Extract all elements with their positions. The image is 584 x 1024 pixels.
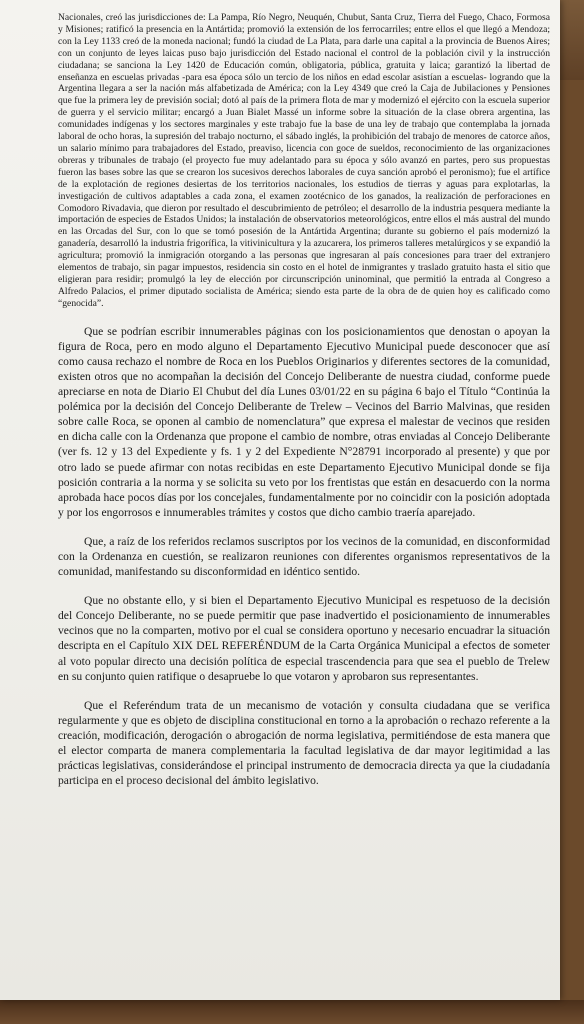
paragraph-neighbor-claims: Que, a raíz de los referidos reclamos suscriptos por los vecinos de la comunidad, en disconformidad con la Ordenanza en cuestión, se realizaron reuniones con diferentes organismos representativos de la comunidad, manifestando su disconformidad en idéntico sentido. — [58, 534, 550, 579]
paragraph-referendum-definition: Que el Referéndum trata de un mecanismo de votación y consulta ciudadana que se verifica regularmente y que es objeto de disciplina constitucional en torno a la aprobación o rechazo referente a la creación, modificación, derogación o abrogación de norma legislativa, permitiéndose de esta manera que el elector comparta de manera complementaria la facultad legislativa de dar mayor legitimidad a las prácticas legislativas, considerándose el principal instrumento de democracia directa ya que la ciudadanía participa en el proceso decisional del ámbito legislativo. — [58, 698, 550, 788]
paragraph-roca-achievements: Nacionales, creó las jurisdicciones de: La Pampa, Río Negro, Neuquén, Chubut, Santa Cruz, Tierra del Fuego, Chaco, Formosa y Misiones; ratificó la presencia en la Antártida; promovió la extensión de los ferrocarriles; entre ellos el que llegó a Mendoza; con la Ley 1133 creó de la moneda nacional; fundó la ciudad de La Plata, para darle una capital a la provincia de Buenos Aires; con un conjunto de leyes laicas puso bajo jurisdicción del Estado nacional el control de la población civil y la instrucción ciudadana; se sanciona la Ley 1420 de Educación común, obligatoria, pública, gratuita y laica; garantizó la libertad de enseñanza en escuelas privadas -para esa época sólo un tercio de los niños en edad escolar asistían a escuelas- logrando que la Argentina llegara a ser la nación más alfabetizada de América; con la Ley 4349 que creó la Caja de Jubilaciones y Pensiones que fue la primera ley de previsión social; dotó al país de la primera flota de mar y modernizó el ejército con la escuela superior de guerra y el servicio militar; encargó a Juan Bialet Massé un informe sobre la situación de la clase obrera argentina, las comunidades indígenas y los sectores marginales y este trabajo fue la base de una ley de trabajo que contemplaba la jornada laboral de ocho horas, la supresión del trabajo nocturno, el sábado inglés, la prohibición del trabajo de menores de catorce años, un salario mínimo para trabajadores del Estado, preaviso, licencia con goce de sueldos, reconocimiento de las organizaciones obreras y tribunales de trabajo (el proyecto fue muy adelantado para su época y sólo avanzó en partes, pero sus propuestas fueron las bases sobre las que se crearon los sucesivos derechos laborales de cuya sanción aprobó el peronismo); fue el artífice de la explotación de regiones desiertas de los territorios nacionales, los estudios de tierras y aguas para explotarlas, la investigación de cultivos adaptables a cada zona, el examen zootécnico de los ganados, la realización de perforaciones en Comodoro Rivadavia, que dieron por resultado el descubrimiento de petróleo; el desarrollo de la industria pesquera mediante la importación de especies de Estados Unidos; la instalación de observatorios meteorológicos, entre ellos el más austral del mundo en las Orcadas del Sur, con lo que se tomó posesión de la Antártida Argentina; durante su gobierno el país modernizó la ganadería, desarrolló la industria frigorífica, la vitivinicultura y la azucarera, los primeros talleres metalúrgicos y se expandió la agricultura; promovió la inmigración otorgando a las personas que ingresaran al país concesiones para traer del extranjero elementos de trabajo, sin pagar impuestos, residencia sin costo en el hotel de inmigrantes y traslado gratuito hasta el sitio que eligieran para residir; promulgó la ley de elección por circunscripción uninominal, que permitió la entrada al Congreso a Alfredo Palacios, el primer diputado socialista de América; siendo esta parte de la obra de de quien hoy es calificado como “genocida”. — [58, 12, 550, 309]
paragraph-positions-on-roca: Que se podrían escribir innumerables páginas con los posicionamientos que denostan o apoyan la figura de Roca, pero en modo alguno el Departamento Ejecutivo Municipal puede desconocer que así como causa rechazo el nombre de Roca en los Pueblos Originarios y diferentes sectores de la comunidad, existen otros que no acompañan la decisión del Concejo Deliberante de nuestra ciudad, conforme puede apreciarse en nota de Diario El Chubut del día Lunes 03/01/22 en su página 6 bajo el Título “Continúa la polémica por la decisión del Concejo Deliberante de Trelew – Vecinos del Barrio Malvinas, que residen sobre calle Roca, se oponen al cambio de nomenclatura” que expresa el malestar de vecinos que residen en dicha calle con la Ordenanza que propone el cambio de nombre, otras enviadas al Concejo Deliberante (ver fs. 12 y 13 del Expediente y fs. 1 y 2 del Expediente N°28791 incorporado al presente) y que por otro lado se puede afirmar con notas recibidas en este Departamento Ejecutivo Municipal donde se fija posición contraria a la norma y se solicita su veto por los frentistas que están en desacuerdo con la norma aprobada hace pocos días por los concejales, fundamentalmente por no coincidir con la posición adoptada y por los engorrosos e innumerables trámites y costos que dicho cambio traería aparejado. — [58, 324, 550, 519]
document-body — [58, 12, 550, 788]
table-edge — [0, 1000, 584, 1024]
paragraph-referendum-proposal: Que no obstante ello, y si bien el Departamento Ejecutivo Municipal es respetuoso de la decisión del Concejo Deliberante, no se puede permitir que pase inadvertido el posicionamiento de innumerables vecinos que no la comparten, motivo por el cual se considera oportuno y necesario encuadrar la situación descripta en el Capítulo XIX DEL REFERÉNDUM de la Carta Orgánica Municipal a efectos de someter al voto popular directo una decisión política de especial trascendencia para que sea el pueblo de Trelew en su conjunto quien ratifique o desapruebe lo que votaron y aprobaron sus representantes. — [58, 594, 550, 683]
